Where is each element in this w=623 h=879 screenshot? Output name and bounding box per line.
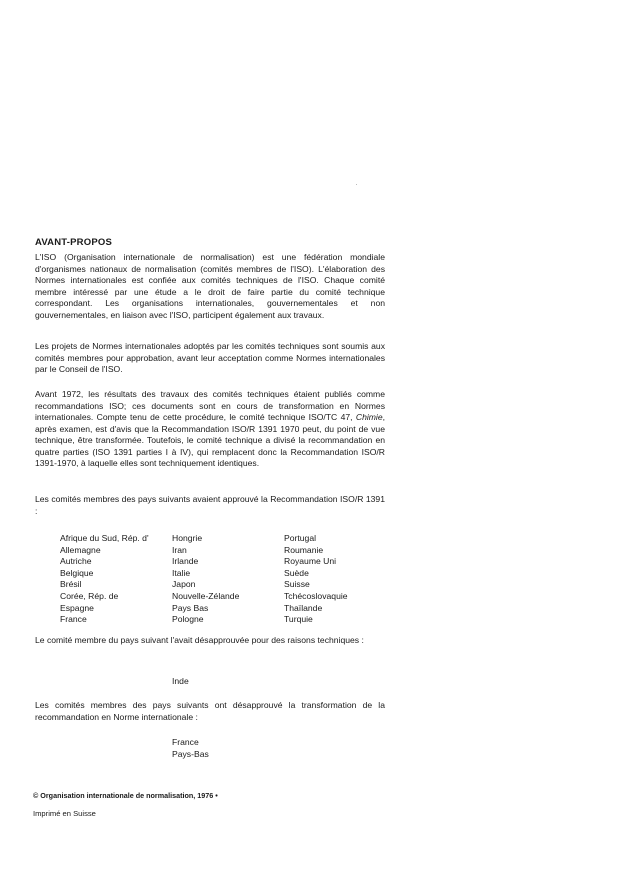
country-item: Irlande [172, 556, 199, 567]
country-item: Belgique [60, 567, 94, 578]
country-item: Nouvelle-Zélande [172, 590, 240, 601]
country-item: France [172, 737, 199, 747]
country-item: Royaume Uni [284, 556, 337, 567]
country-item: Brésil [60, 579, 82, 590]
country-item: Thaïlande [284, 602, 323, 613]
country-item: Tchécoslovaquie [284, 590, 348, 601]
paragraph-history [35, 389, 385, 470]
approving-countries-column-1 [60, 533, 149, 626]
transformation-disapproval-list [172, 737, 209, 760]
country-item: Suède [284, 567, 309, 578]
country-item: Espagne [60, 602, 94, 613]
country-item: Afrique du Sud, Rép. d' [60, 533, 149, 543]
country-item: Iran [172, 544, 187, 555]
scan-speck [356, 184, 357, 185]
country-item: Autriche [60, 556, 92, 567]
country-item: Inde [172, 676, 189, 686]
country-item: Pays-Bas [172, 748, 209, 759]
committee-name-italic: Chimie [355, 412, 383, 422]
technical-disapproval-list [172, 676, 189, 688]
paragraph-approval-process: Les projets de Normes internationales adoptés par les comités techniques sont soumis aux comités membres pour approbation, avant leur acceptation comme Normes internationales par le Conseil de l'ISO. [35, 341, 385, 374]
country-item: Portugal [284, 533, 317, 543]
paragraph-iso-intro: L'ISO (Organisation internationale de normalisation) est une fédération mondiale d'organismes nationaux de normalisation (comités membres de l'ISO). L'élaboration des Normes internationales est confiée aux comités techniques de l'ISO. Chaque comité membre intéressé par une étude a le droit de faire partie du comité technique correspondant. Les organisations internationales, gouvernementales et non gouvernementales, en liaison avec l'ISO, participent également aux travaux. [35, 252, 385, 320]
country-item: Pays Bas [172, 602, 209, 613]
paragraph-transformation-disapproval: Les comités membres des pays suivants ont désapprouvé la transformation de la recommandation en Norme internationale : [35, 700, 385, 722]
country-item: Roumanie [284, 544, 324, 555]
copyright-notice: © Organisation internationale de normalisation, 1976 • [33, 791, 218, 800]
country-item: Italie [172, 567, 191, 578]
approving-countries-column-2 [172, 533, 239, 626]
country-item: Corée, Rép. de [60, 590, 119, 601]
country-item: Japon [172, 579, 196, 590]
printed-in-notice: Imprimé en Suisse [33, 809, 96, 818]
country-item: Hongrie [172, 533, 203, 543]
paragraph-history-part2: , après examen, est d'avis que la Recommandation ISO/R 1391 1970 peut, du point de vue technique, être transformée. Toutefois, le comité technique a divisé la recommandation en quatre parties (ISO 1391 parties I à IV), qui remplacent donc la Recommandation ISO/R 1391-1970, à laquelle elles sont techniquement identiques. [35, 412, 385, 468]
paragraph-approvers-intro: Les comités membres des pays suivants avaient approuvé la Recommandation ISO/R 1391 : [35, 494, 385, 516]
country-item: France [60, 614, 87, 625]
country-item: Turquie [284, 614, 313, 625]
country-item: Suisse [284, 579, 310, 590]
paragraph-technical-disapproval: Le comité membre du pays suivant l'avait désapprouvée pour des raisons techniques : [35, 635, 364, 645]
paragraph-history-part1: Avant 1972, les résultats des travaux des comités techniques étaient publiés comme recommandations ISO; ces documents sont en cours de transformation en Normes internationales. Compte tenu de cette procédure, le comité technique ISO/TC 47, [35, 389, 385, 422]
section-heading: AVANT-PROPOS [35, 237, 112, 248]
country-item: Allemagne [60, 544, 101, 555]
approving-countries-column-3 [284, 533, 348, 626]
country-item: Pologne [172, 614, 204, 625]
